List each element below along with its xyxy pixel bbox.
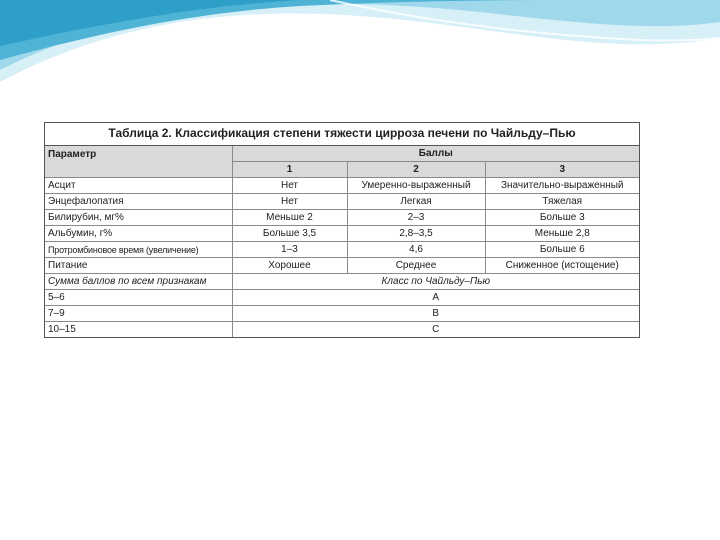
table-row <box>45 210 639 226</box>
row-value: 2–3 <box>347 210 485 226</box>
param-header: Параметр <box>45 146 232 178</box>
sum-label: Сумма баллов по всем признакам <box>45 274 232 290</box>
row-param: Асцит <box>45 178 232 194</box>
class-value: B <box>232 306 639 322</box>
row-value: Тяжелая <box>485 194 639 210</box>
row-value: Меньше 2,8 <box>485 226 639 242</box>
table-row <box>45 242 639 258</box>
class-value: A <box>232 290 639 306</box>
row-value: Нет <box>232 178 347 194</box>
class-row <box>45 306 639 322</box>
table-row <box>45 178 639 194</box>
row-value: Больше 6 <box>485 242 639 258</box>
class-value: C <box>232 322 639 338</box>
table-row <box>45 194 639 210</box>
row-value: Хорошее <box>232 258 347 274</box>
row-param: Альбумин, г% <box>45 226 232 242</box>
row-param: Билирубин, мг% <box>45 210 232 226</box>
sum-row <box>45 274 639 290</box>
score-range: 10–15 <box>45 322 232 338</box>
row-value: Больше 3 <box>485 210 639 226</box>
row-param: Питание <box>45 258 232 274</box>
table-title: Таблица 2. Классификация степени тяжести цирроза печени по Чайльду–Пью <box>45 123 639 146</box>
row-value: 2,8–3,5 <box>347 226 485 242</box>
row-value: Сниженное (истощение) <box>485 258 639 274</box>
score-range: 7–9 <box>45 306 232 322</box>
child-pugh-table <box>44 122 640 338</box>
row-value: Легкая <box>347 194 485 210</box>
row-value: Среднее <box>347 258 485 274</box>
header-wave-decoration <box>0 0 720 90</box>
class-row <box>45 290 639 306</box>
row-value: Нет <box>232 194 347 210</box>
row-param: Протромбиновое время (увеличение) <box>45 242 232 258</box>
class-label: Класс по Чайльду–Пью <box>232 274 639 290</box>
points-col-3: 3 <box>485 162 639 178</box>
row-value: Умеренно-выраженный <box>347 178 485 194</box>
points-col-2: 2 <box>347 162 485 178</box>
points-header: Баллы <box>232 146 639 162</box>
row-value: Больше 3,5 <box>232 226 347 242</box>
class-row <box>45 322 639 338</box>
score-range: 5–6 <box>45 290 232 306</box>
table-row <box>45 226 639 242</box>
points-col-1: 1 <box>232 162 347 178</box>
row-value: 1–3 <box>232 242 347 258</box>
table-row <box>45 258 639 274</box>
row-param: Энцефалопатия <box>45 194 232 210</box>
row-value: Значительно-выраженный <box>485 178 639 194</box>
row-value: 4,6 <box>347 242 485 258</box>
classification-grid <box>45 146 639 337</box>
header-row <box>45 146 639 162</box>
row-value: Меньше 2 <box>232 210 347 226</box>
